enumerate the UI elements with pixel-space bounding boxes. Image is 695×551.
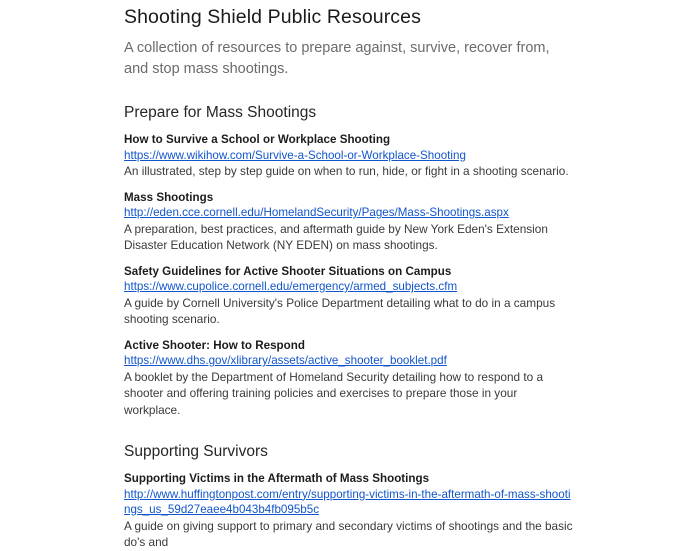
resource-link[interactable]: https://www.dhs.gov/xlibrary/assets/active_shooter_booklet.pdf — [124, 354, 447, 367]
resource-description: A guide on giving support to primary and secondary victims of shootings and the basic do's and — [124, 518, 573, 549]
resource-entry — [124, 464, 576, 551]
resource-link[interactable]: https://www.wikihow.com/Survive-a-School-or-Workplace-Shooting — [124, 148, 466, 162]
section-supporting-survivors — [124, 418, 576, 551]
resource-title: Safety Guidelines for Active Shooter Situations on Campus — [124, 264, 452, 278]
resource-description: A booklet by the Department of Homeland Security detailing how to respond to a shooter and offering training policies and exercises to prepare those in your workplace. — [124, 369, 544, 417]
resource-link[interactable]: https://www.cupolice.cornell.edu/emergency/armed_subjects.cfm — [124, 280, 458, 293]
resource-title: Supporting Victims in the Aftermath of Mass Shootings — [124, 472, 430, 485]
resource-link[interactable]: http://eden.cce.cornell.edu/HomelandSecurity/Pages/Mass-Shootings.aspx — [124, 206, 509, 219]
resource-entry — [124, 180, 576, 254]
page-title: Shooting Shield Public Resources — [124, 6, 421, 28]
resource-title: How to Survive a School or Workplace Shooting — [124, 133, 391, 146]
resource-entry — [124, 125, 576, 180]
document-body — [124, 0, 576, 551]
resource-entry — [124, 254, 576, 328]
resource-description: A preparation, best practices, and aftermath guide by New York Eden's Extension Disaster Education Network (NY EDEN) on mass shootings. — [124, 221, 548, 252]
resource-link[interactable]: http://www.huffingtonpost.com/entry/supporting-victims-in-the-aftermath-of-mass-shootings_us_59d27eaee4b043b4fb095b5c — [124, 487, 571, 516]
resource-description: An illustrated, step by step guide on when to run, hide, or fight in a shooting scenario. — [124, 164, 569, 178]
page-subtitle: A collection of resources to prepare against, survive, recover from, and stop mass shootings. — [124, 40, 550, 77]
resource-entry — [124, 328, 576, 419]
resource-description: A guide by Cornell University's Police Department detailing what to do in a campus shooting scenario. — [124, 295, 556, 326]
section-heading: Prepare for Mass Shootings — [124, 104, 317, 121]
section-prepare-for-mass-shootings — [124, 79, 576, 418]
section-heading: Supporting Survivors — [124, 443, 268, 460]
resource-title: Mass Shootings — [124, 190, 214, 204]
resource-title: Active Shooter: How to Respond — [124, 338, 305, 352]
